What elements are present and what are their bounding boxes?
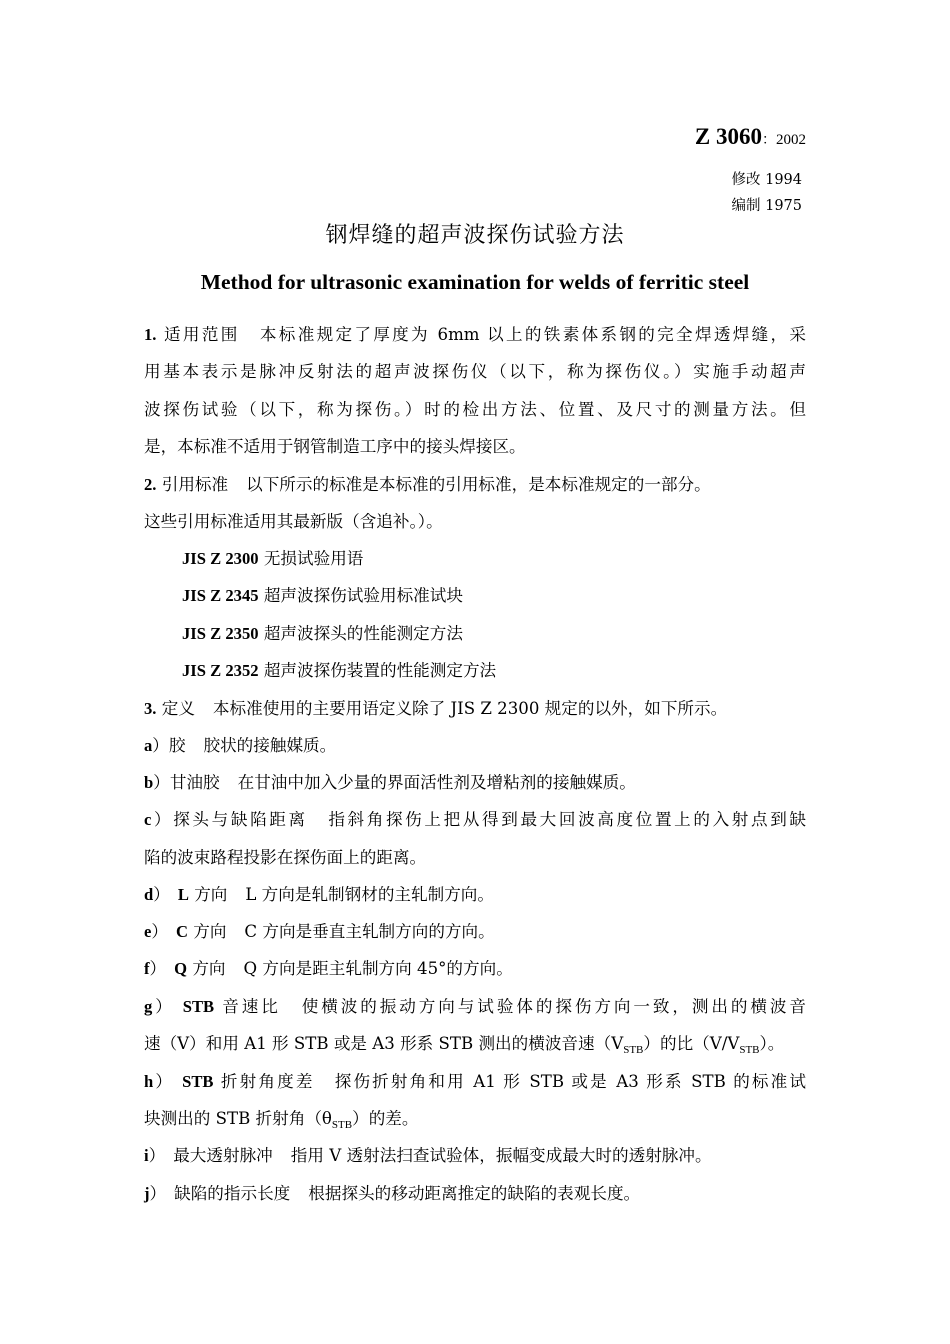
term: 缺陷的指示长度 [174, 1184, 291, 1203]
reference-item [182, 545, 363, 569]
term: 胶 [168, 736, 186, 755]
standard-year: 2002 [776, 132, 806, 148]
term-key: STB [182, 1072, 214, 1091]
term-key: STB [182, 997, 215, 1016]
item-marker: d [144, 885, 154, 904]
reference-code: JIS Z 2352 [182, 661, 259, 680]
item-marker: e [144, 922, 152, 941]
standard-separator: ： [762, 132, 776, 148]
section-text: 以下所示的标准是本标准的引用标准，是本标准规定的一部分。 [246, 475, 711, 494]
definition-j [144, 1180, 640, 1204]
reference-item [182, 582, 463, 606]
subscript: STB [331, 1119, 353, 1131]
section-text: 本标准规定了厚度为 6mm 以上的铁素体系钢的完全焊透焊缝，采 [257, 325, 807, 344]
definition-g-line-2 [144, 1030, 784, 1056]
definition-text: C 方向是垂直主轧制方向的方向。 [244, 922, 495, 941]
term-key: C [175, 922, 188, 941]
item-paren: ） [153, 773, 170, 792]
item-marker: f [144, 959, 150, 978]
definition-h-line-2 [144, 1105, 418, 1131]
item-paren: ） [152, 997, 175, 1016]
item-marker: a [144, 736, 153, 755]
term: 方向 [194, 885, 228, 904]
definition-b [144, 769, 636, 793]
section-1-line-2: 用基本表示是脉冲反射法的超声波探伤仪（以下，称为探伤仪。）实施手动超声 [144, 362, 806, 381]
standard-number [695, 124, 806, 150]
definition-e [144, 918, 495, 942]
item-paren: ） [151, 922, 168, 941]
title-chinese: 钢焊缝的超声波探伤试验方法 [325, 223, 625, 248]
item-marker: j [144, 1184, 150, 1203]
definition-d [144, 881, 494, 905]
definition-h [144, 1068, 806, 1092]
definition-c [144, 806, 806, 830]
definition-a [144, 732, 336, 756]
section-heading: 适用范围 [164, 325, 240, 344]
section-2-line-1 [144, 471, 711, 495]
section-text: 本标准使用的主要用语定义除了 JIS Z 2300 规定的以外，如下所示。 [212, 699, 728, 718]
section-number: 2. [144, 475, 157, 494]
section-3-line-1 [144, 695, 727, 719]
revision-date: 修改 1994 [731, 172, 802, 188]
definition-g [144, 993, 806, 1017]
section-heading: 引用标准 [161, 475, 229, 494]
section-1-line-3: 波探伤试验（以下，称为探伤。）时的检出方法、位置、及尺寸的测量方法。但 [144, 400, 806, 419]
definition-text: ）的比（V/V [643, 1034, 740, 1053]
term: 方向 [192, 959, 226, 978]
reference-title: 超声波探头的性能测定方法 [263, 624, 463, 643]
item-paren: ） [149, 1184, 167, 1203]
definition-f [144, 955, 513, 979]
reference-title: 超声波探伤试验用标准试块 [263, 586, 463, 605]
section-2-line-2: 这些引用标准适用其最新版（含追补。）。 [144, 512, 443, 531]
definition-text: Q 方向是距主轧制方向 45°的方向。 [243, 959, 513, 978]
item-paren: ） [151, 810, 174, 829]
section-1-line-1 [144, 321, 806, 345]
reference-code: JIS Z 2300 [182, 549, 259, 568]
definition-text: 块测出的 STB 折射角（θ [144, 1109, 332, 1128]
definition-text: ）的差。 [352, 1109, 419, 1128]
reference-title: 超声波探伤装置的性能测定方法 [263, 661, 497, 680]
term: 折射角度差 [220, 1072, 315, 1091]
definition-text: 在甘油中加入少量的界面活性剂及增粘剂的接触媒质。 [237, 773, 636, 792]
title-english: Method for ultrasonic examination for welds of ferritic steel [200, 270, 750, 294]
definition-text: L 方向是轧制钢材的主轧制方向。 [245, 885, 494, 904]
item-marker: g [144, 997, 153, 1016]
item-marker: h [144, 1072, 154, 1091]
reference-code: JIS Z 2345 [182, 586, 259, 605]
item-paren: ） [149, 959, 167, 978]
item-paren: ） [153, 1072, 175, 1091]
section-heading: 定义 [161, 699, 195, 718]
definition-text: ）。 [759, 1034, 785, 1053]
subscript: STB [739, 1044, 760, 1056]
definition-i [144, 1142, 712, 1166]
definition-text: 根据探头的移动距离推定的缺陷的表观长度。 [308, 1184, 641, 1203]
reference-code: JIS Z 2350 [182, 624, 259, 643]
definition-c-line-2: 陷的波束路程投影在探伤面上的距离。 [144, 848, 427, 867]
item-marker: b [144, 773, 154, 792]
reference-title: 无损试验用语 [263, 549, 364, 568]
definition-text: 使横波的振动方向与试验体的探伤方向一致，测出的横波音 [298, 997, 807, 1016]
section-1-line-4: 是，本标准不适用于钢管制造工序中的接头焊接区。 [144, 437, 526, 456]
item-marker: i [144, 1146, 149, 1165]
section-number: 3. [144, 699, 157, 718]
reference-item [182, 620, 463, 644]
subscript: STB [623, 1044, 644, 1056]
term-key: L [177, 885, 189, 904]
term: 音速比 [222, 997, 281, 1016]
definition-text: 指用 V 透射法扫查试验体，振幅变成最大时的透射脉冲。 [290, 1146, 712, 1165]
term: 甘油胶 [169, 773, 220, 792]
term: 探头与缺陷距离 [173, 810, 308, 829]
term: 最大透射脉冲 [173, 1146, 273, 1165]
section-number: 1. [144, 325, 157, 344]
definition-text: 探伤折射角和用 A1 形 STB 或是 A3 形系 STB 的标准试 [332, 1072, 806, 1091]
definition-text: 指斜角探伤上把从得到最大回波高度位置上的入射点到缺 [325, 810, 807, 829]
definition-text: 胶状的接触媒质。 [203, 736, 337, 755]
term-key: Q [174, 959, 188, 978]
definition-text: 速（V）和用 A1 形 STB 或是 A3 形系 STB 测出的横波音速（V [144, 1034, 624, 1053]
established-date: 编制 1975 [731, 198, 802, 214]
term: 方向 [193, 922, 227, 941]
item-paren: ） [148, 1146, 166, 1165]
standard-code: Z 3060 [694, 124, 762, 149]
reference-item [182, 657, 496, 681]
item-marker: c [144, 810, 152, 829]
item-paren: ） [152, 736, 169, 755]
item-paren: ） [153, 885, 170, 904]
